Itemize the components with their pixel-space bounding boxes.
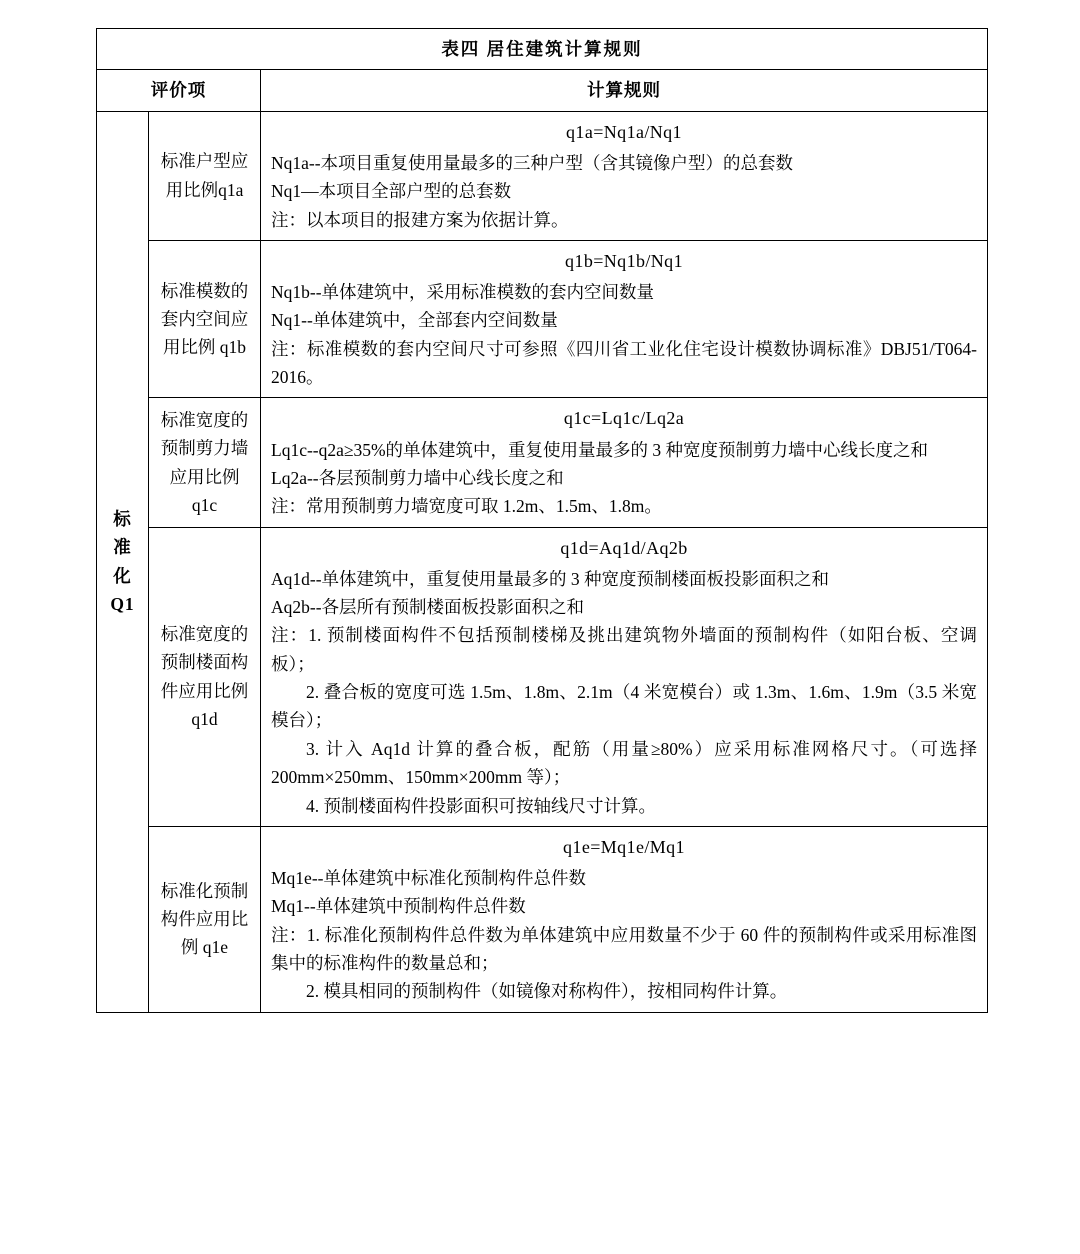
header-evaluation-item: 评价项	[97, 70, 261, 111]
rule-note-line: 4. 预制楼面构件投影面积可按轴线尺寸计算。	[306, 795, 656, 816]
rule-note-line: 2. 模具相同的预制构件（如镜像对称构件），按相同构件计算。	[306, 981, 788, 1002]
table-row	[97, 527, 988, 826]
rule-line: 注：1. 预制楼面构件不包括预制楼梯及挑出建筑物外墙面的预制构件（如阳台板、空调板）；	[271, 625, 977, 674]
rule-line: Mq1--单体建筑中预制构件总件数	[271, 896, 526, 917]
formula-q1d: q1d=Aq1d/Aq2b	[560, 537, 688, 558]
rule-line: Aq1d--单体建筑中，重复使用量最多的 3 种宽度预制楼面板投影面积之和	[271, 568, 830, 589]
rule-line: Nq1--单体建筑中，全部套内空间数量	[271, 310, 558, 331]
item-q1b: 标准模数的套内空间应用比例 q1b	[149, 240, 261, 398]
rule-q1a	[261, 111, 988, 240]
table-row	[97, 398, 988, 527]
formula-q1a: q1a=Nq1a/Nq1	[566, 121, 682, 142]
table-title: 表四 居住建筑计算规则	[97, 29, 988, 70]
formula-q1b: q1b=Nq1b/Nq1	[565, 250, 683, 271]
item-q1d: 标准宽度的预制楼面构件应用比例 q1d	[149, 527, 261, 826]
rule-line: Mq1e--单体建筑中标准化预制构件总件数	[271, 868, 586, 888]
formula-q1e: q1e=Mq1e/Mq1	[563, 836, 685, 857]
table-row	[97, 826, 988, 1012]
table-title-row	[97, 29, 988, 70]
rule-line: 注：标准模数的套内空间尺寸可参照《四川省工业化住宅设计模数协调标准》DBJ51/T064-2016。	[271, 338, 977, 388]
rule-line: Lq1c--q2a≥35%的单体建筑中，重复使用量最多的 3 种宽度预制剪力墙中心线长度之和	[271, 439, 929, 460]
item-q1c: 标准宽度的预制剪力墙应用比例 q1c	[149, 398, 261, 527]
rule-line: 注：常用预制剪力墙宽度可取 1.2m、1.5m、1.8m。	[271, 496, 662, 517]
rule-q1c	[261, 398, 988, 527]
table-header-row	[97, 70, 988, 111]
rule-line: Lq2a--各层预制剪力墙中心线长度之和	[271, 467, 564, 488]
table-row	[97, 240, 988, 398]
rule-q1e	[261, 826, 988, 1012]
table-row	[97, 111, 988, 240]
rule-q1b	[261, 240, 988, 398]
formula-q1c: q1c=Lq1c/Lq2a	[563, 408, 685, 429]
rule-note-line: 3. 计入 Aq1d 计算的叠合板，配筋（用量≥80%）应采用标准网格尺寸。（可选择 200mm×250mm、150mm×200mm 等）；	[271, 738, 977, 788]
header-calculation-rule: 计算规则	[261, 70, 988, 111]
item-q1a: 标准户型应用比例q1a	[149, 111, 261, 240]
category-standardization: 标准化Q1	[97, 111, 149, 1012]
rule-note-line: 2. 叠合板的宽度可选 1.5m、1.8m、2.1m（4 米宽模台）或 1.3m、1.6m、1.9m（3.5 米宽模台）；	[271, 682, 977, 731]
rule-line: 注：以本项目的报建方案为依据计算。	[271, 209, 569, 230]
rule-q1d	[261, 527, 988, 826]
item-q1e: 标准化预制构件应用比例 q1e	[149, 826, 261, 1012]
rule-line: Nq1—本项目全部户型的总套数	[271, 181, 512, 202]
rule-line: Aq2b--各层所有预制楼面板投影面积之和	[271, 597, 585, 618]
rule-line: 注：1. 标准化预制构件总件数为单体建筑中应用数量不少于 60 件的预制构件或采用标准图集中的标准构件的数量总和；	[271, 924, 977, 974]
rule-line: Nq1b--单体建筑中，采用标准模数的套内空间数量	[271, 282, 655, 303]
calculation-rules-table	[96, 28, 988, 1013]
rule-line: Nq1a--本项目重复使用量最多的三种户型（含其镜像户型）的总套数	[271, 152, 794, 173]
